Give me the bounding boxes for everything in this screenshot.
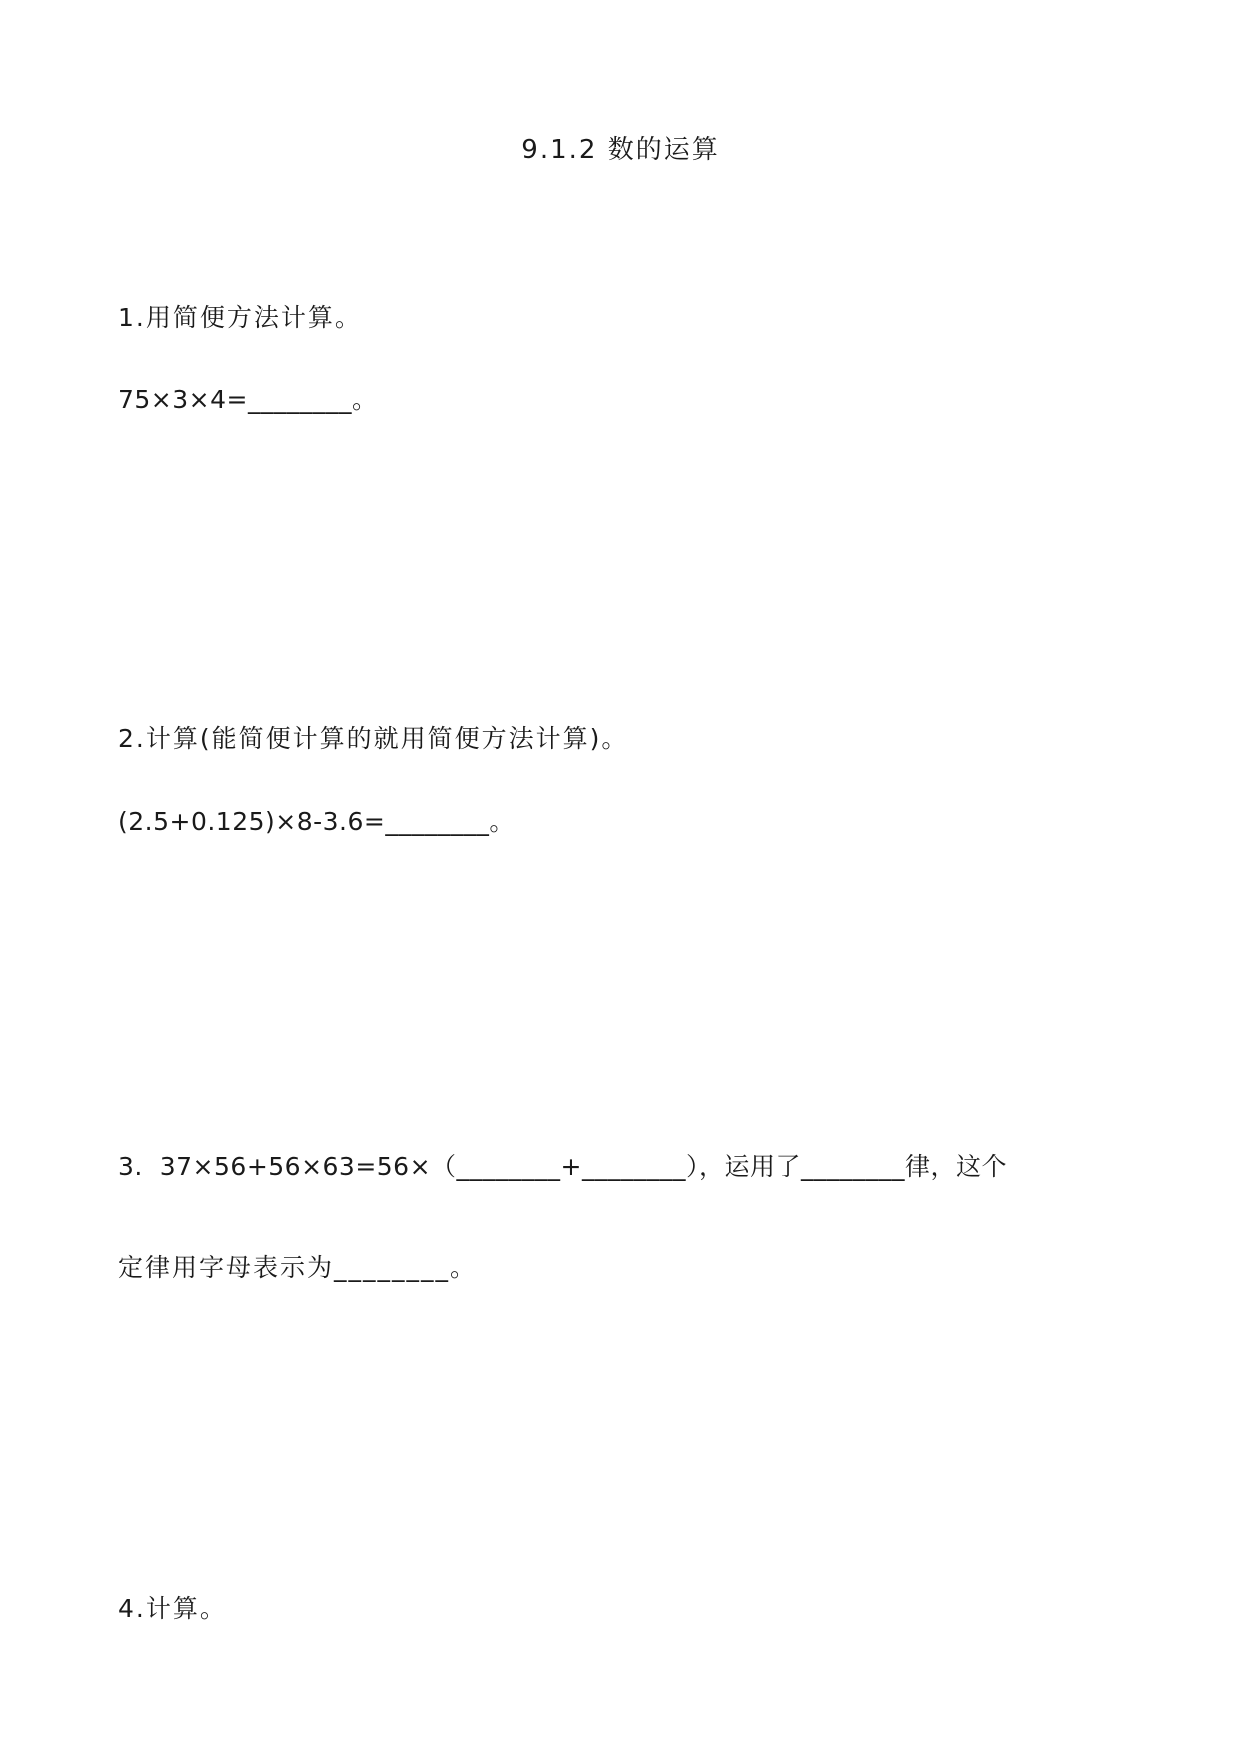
question-1-expression: 75×3×4=________。 xyxy=(118,385,378,414)
page-title: 9.1.2 数的运算 xyxy=(521,135,720,165)
question-2-title: 2.计算(能简便计算的就用简便方法计算)。 xyxy=(118,724,629,753)
question-3-line-2: 定律用字母表示为________。 xyxy=(118,1253,478,1282)
question-4-title: 4.计算。 xyxy=(118,1594,227,1623)
question-1-title: 1.用简便方法计算。 xyxy=(118,303,362,332)
question-2-expression: (2.5+0.125)×8-3.6=________。 xyxy=(118,807,515,836)
question-3-line-1: 3. 37×56+56×63=56×（________+________），运用了________律，这个 xyxy=(118,1152,1007,1181)
